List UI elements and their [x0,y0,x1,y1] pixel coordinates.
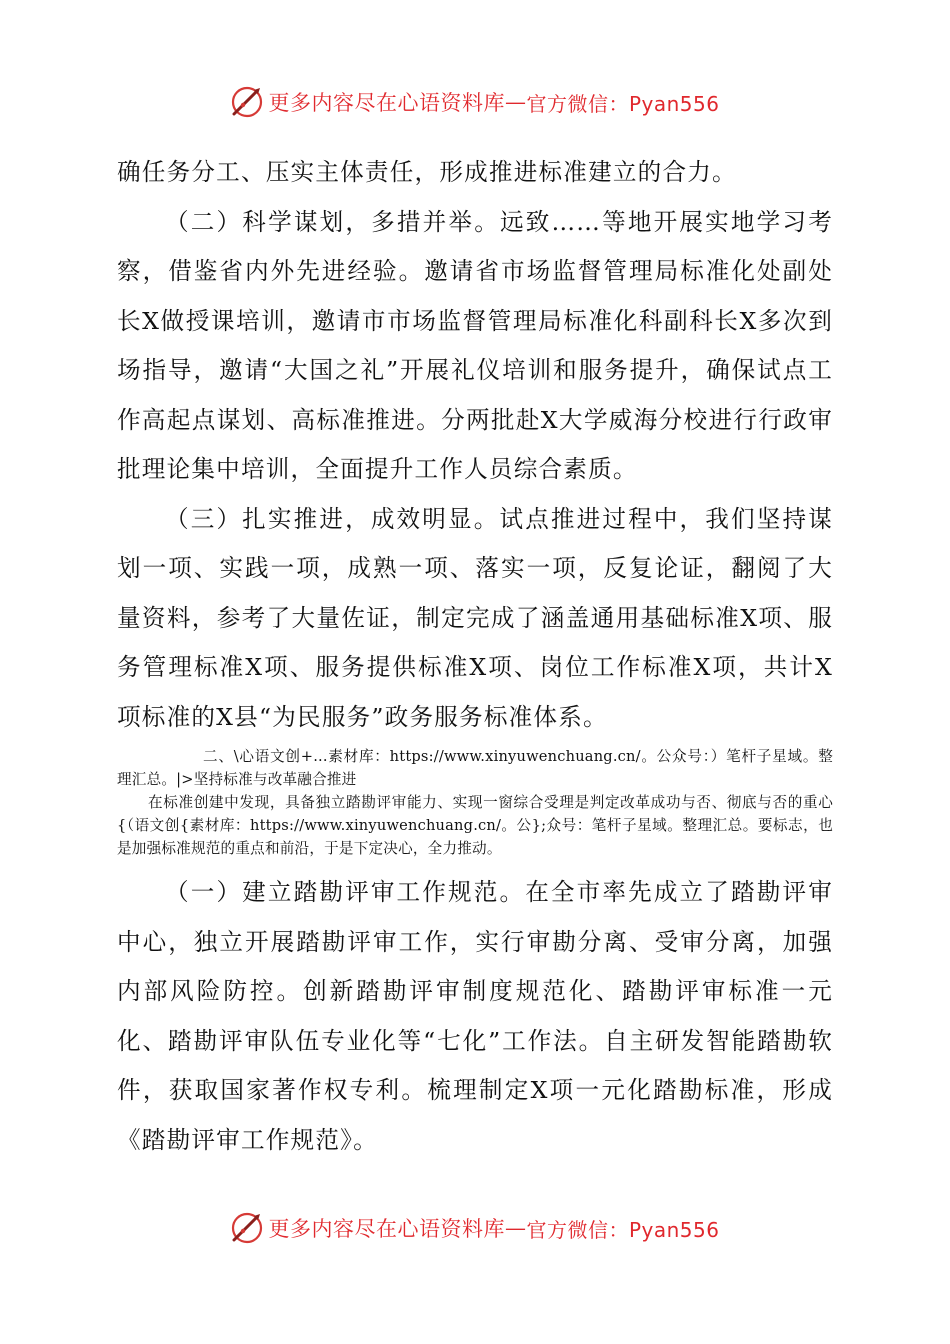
paragraph: （三）扎实推进，成效明显。试点推进过程中，我们坚持谋划一项、实践一项，成熟一项、落实一项，反复论证，翻阅了大量资料，参考了大量佐证，制定完成了涵盖通用基础标准X项、服务管理标准X项、服务提供标准X项、岗位工作标准X项，共计X项标准的X县“为民服务”政务服务标准体系。 [117,504,833,731]
paragraph: （一）建立踏勘评审工作规范。在全市率先成立了踏勘评审中心，独立开展踏勘评审工作，实行审勘分离、受审分离，加强内部风险防控。创新踏勘评审制度规范化、踏勘评审标准一元化、踏勘评审队伍专业化等“七化”工作法。自主研发智能踏勘软件，获取国家著作权专利。梳理制定X项一元化踏勘标准，形成《踏勘评审工作规范》。 [117,878,833,1154]
paragraph: （二）科学谋划，多措并举。远致……等地开展实地学习考察，借鉴省内外先进经验。邀请省市场监督管理局标准化处副处长X做授课培训，邀请市市场监督管理局标准化科副科长X多次到场指导，邀请“大国之礼”开展礼仪培训和服务提升，确保试点工作高起点谋划、高标准推进。分两批赴X大学威海分校进行行政审批理论集中培训，全面提升工作人员综合素质。 [117,207,833,483]
header-banner [0,82,950,122]
small-note-heading: 二、\心语文创+...素材库：https://www.xinyuwenchuang.cn/。公众号：）笔杆子星域。整理汇总。|>坚持标准与改革融合推进 [117,748,833,788]
paragraph: 确任务分工、压实主体责任，形成推进标准建立的合力。 [117,158,737,186]
banner-separator: — [504,90,527,114]
pen-circle-logo-icon [230,85,264,119]
banner-text: 更多内容尽在心语资料库 [268,91,505,115]
banner-contact: 官方微信：Pyan556 [526,1217,720,1242]
banner-text: 更多内容尽在心语资料库 [268,1217,505,1241]
document-body [117,148,833,1165]
banner-contact: 官方微信：Pyan556 [526,91,720,116]
banner-separator: — [504,1216,527,1240]
small-note-paragraph: 在标准创建中发现，具备独立踏勘评审能力、实现一窗综合受理是判定改革成功与否、彻底与否的重心{（语文创{素材库：https://www.xinyuwenchuang.cn/。公};众号：笔杆子星域。整理汇总。要标志，也是加强标准规范的重点和前沿，于是下定决心，全力推动。 [117,794,833,857]
pen-circle-logo-icon [230,1211,264,1245]
footer-banner [0,1208,950,1248]
